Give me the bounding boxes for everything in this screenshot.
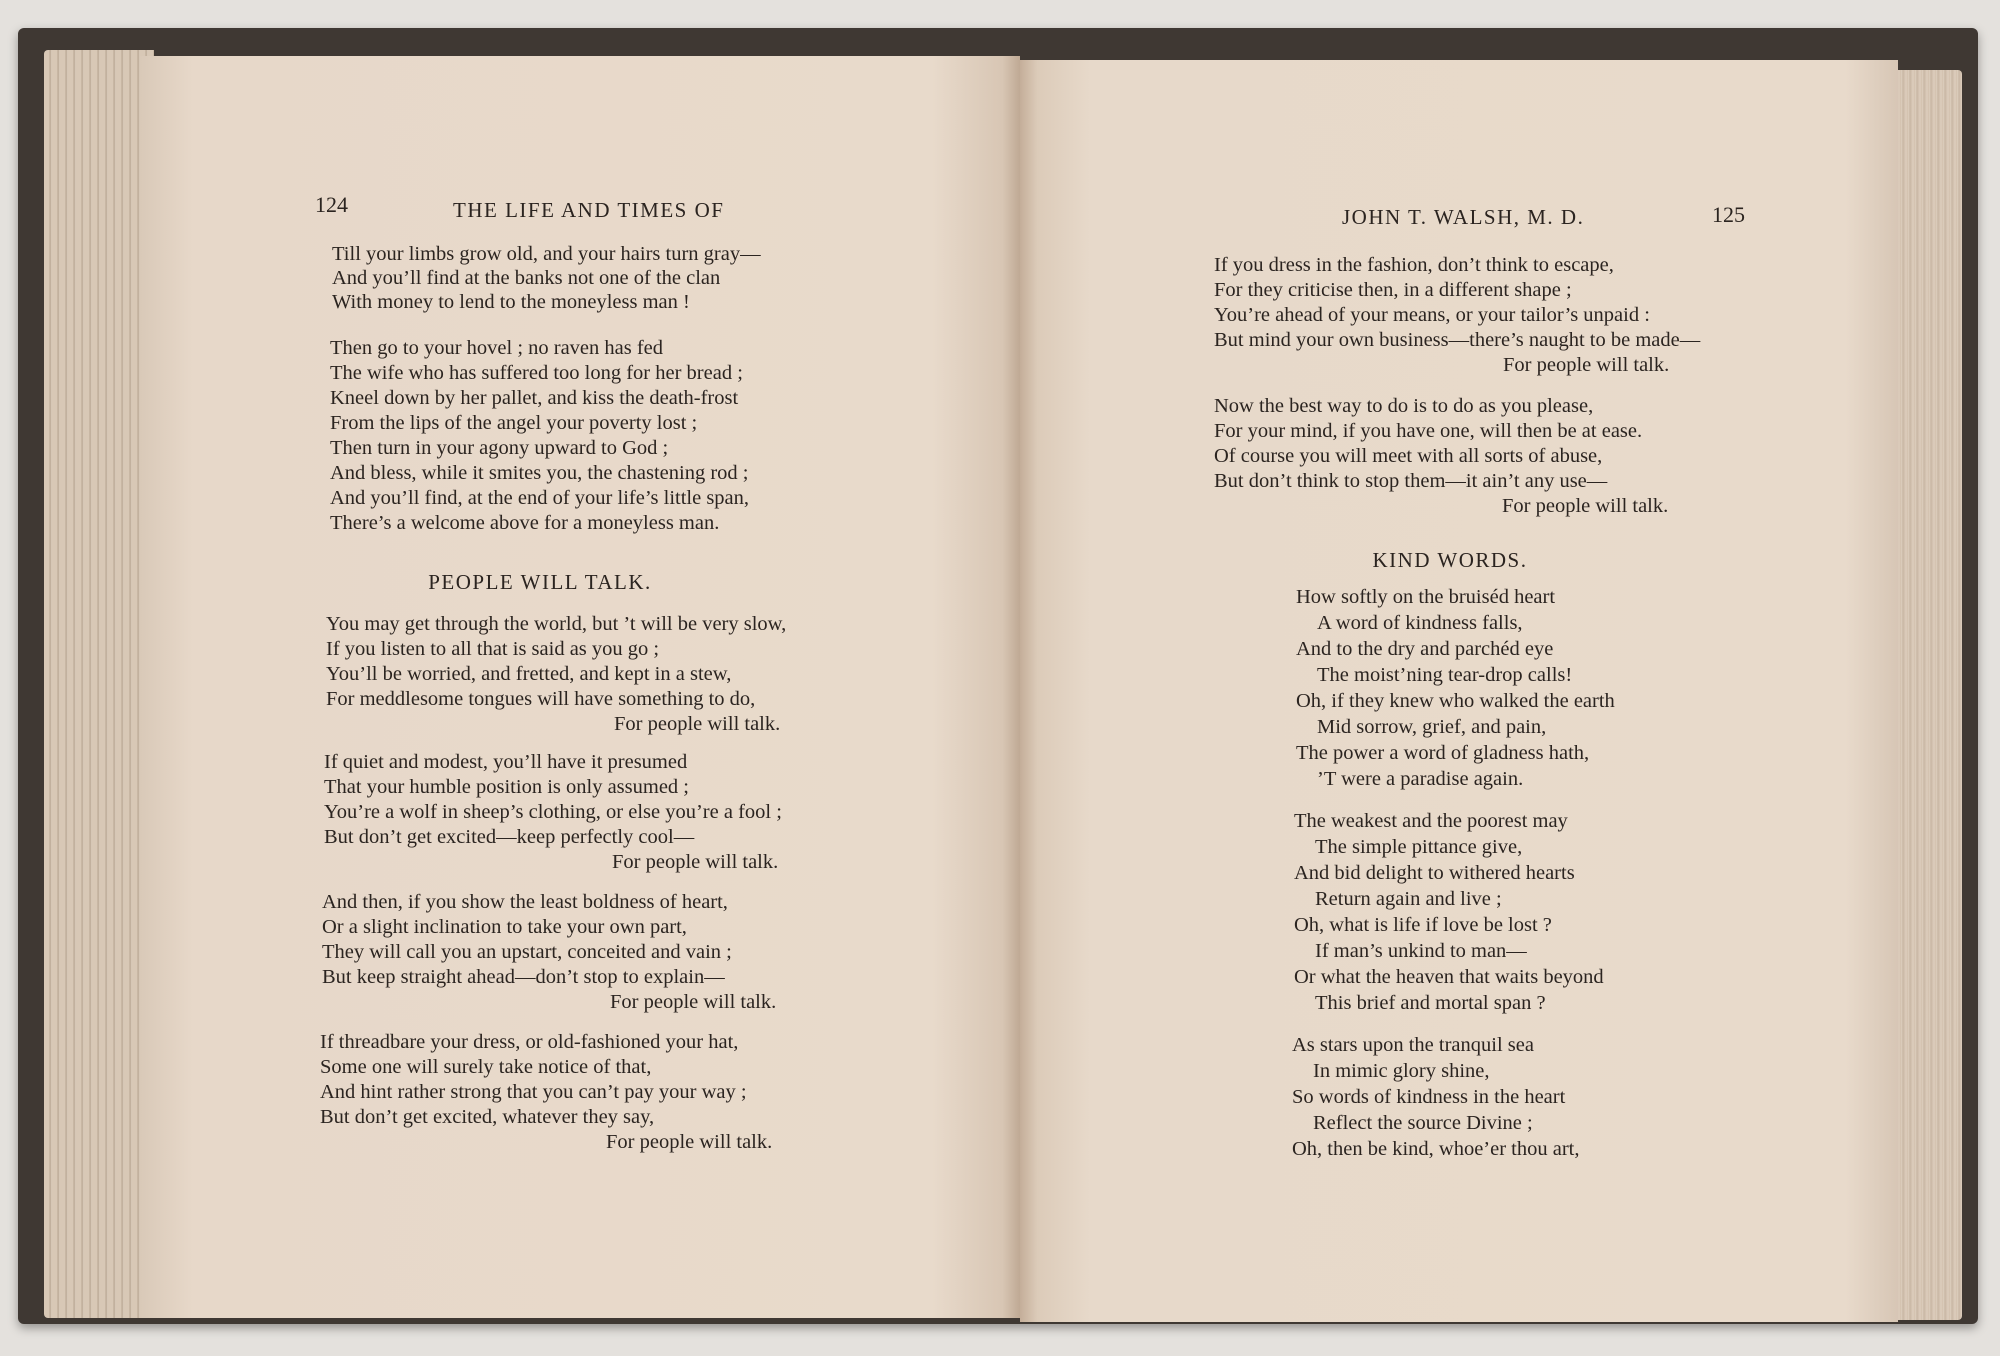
verse-line: And you’ll find at the banks not one of the clan — [332, 267, 721, 289]
verse-line: With money to lend to the moneyless man ! — [332, 291, 690, 313]
verse-line: But don’t think to stop them—it ain’t any use— — [1214, 470, 1608, 492]
verse-line: If you dress in the fashion, don’t think to escape, — [1214, 254, 1614, 276]
verse-line: The simple pittance give, — [1315, 836, 1523, 858]
left-page-number: 124 — [315, 192, 348, 217]
verse-line: Then turn in your agony upward to God ; — [330, 437, 669, 459]
verse-line: And bid delight to withered hearts — [1294, 862, 1575, 884]
verse-line: Some one will surely take notice of that, — [320, 1056, 652, 1078]
verse-line: If quiet and modest, you’ll have it presumed — [324, 751, 688, 773]
verse-line: For they criticise then, in a different shape ; — [1214, 279, 1572, 301]
refrain-line: For people will talk. — [612, 851, 779, 873]
verse-line: This brief and mortal span ? — [1315, 992, 1546, 1014]
verse-line: And you’ll find, at the end of your life’s little span, — [330, 487, 750, 509]
verse-line: So words of kindness in the heart — [1292, 1086, 1566, 1108]
verse-line: The moist’ning tear-drop calls! — [1317, 664, 1573, 686]
verse-line: You’re ahead of your means, or your tailor’s unpaid : — [1214, 304, 1650, 326]
verse-line: There’s a welcome above for a moneyless man. — [330, 512, 720, 534]
verse-line: If you listen to all that is said as you go ; — [326, 638, 660, 660]
verse-line: Oh, if they knew who walked the earth — [1296, 690, 1615, 712]
verse-line: The wife who has suffered too long for her bread ; — [330, 362, 743, 384]
verse-line: A word of kindness falls, — [1317, 612, 1523, 634]
left-running-head: THE LIFE AND TIMES OF — [453, 198, 725, 222]
verse-line: Return again and live ; — [1315, 888, 1502, 910]
verse-line: For your mind, if you have one, will then be at ease. — [1214, 420, 1643, 442]
verse-line: If man’s unkind to man— — [1315, 940, 1527, 962]
verse-line: How softly on the bruiséd heart — [1296, 586, 1556, 608]
verse-line: You’ll be worried, and fretted, and kept in a stew, — [326, 663, 732, 685]
poem-title-kind-words: KIND WORDS. — [1372, 548, 1528, 572]
refrain-line: For people will talk. — [606, 1131, 773, 1153]
verse-line: But mind your own business—there’s naught to be made— — [1214, 329, 1701, 351]
verse-line: But don’t get excited—keep perfectly cool— — [324, 826, 695, 848]
verse-line: Or what the heaven that waits beyond — [1294, 966, 1604, 988]
verse-line: If threadbare your dress, or old-fashioned your hat, — [320, 1031, 739, 1053]
verse-line: Of course you will meet with all sorts of abuse, — [1214, 445, 1603, 467]
verse-line: That your humble position is only assumed ; — [324, 776, 689, 798]
refrain-line: For people will talk. — [1502, 495, 1669, 517]
refrain-line: For people will talk. — [614, 713, 781, 735]
verse-line: Kneel down by her pallet, and kiss the death-frost — [330, 387, 739, 409]
verse-line: And bless, while it smites you, the chastening rod ; — [330, 462, 749, 484]
verse-line: For meddlesome tongues will have something to do, — [326, 688, 756, 710]
verse-line: Oh, what is life if love be lost ? — [1294, 914, 1552, 936]
verse-line: From the lips of the angel your poverty lost ; — [330, 412, 698, 434]
verse-line: In mimic glory shine, — [1313, 1060, 1490, 1082]
verse-line: As stars upon the tranquil sea — [1292, 1034, 1534, 1056]
verse-line: Reflect the source Divine ; — [1313, 1112, 1533, 1134]
verse-line: You’re a wolf in sheep’s clothing, or else you’re a fool ; — [324, 801, 782, 823]
left-page-edges — [44, 50, 154, 1318]
verse-line: And hint rather strong that you can’t pay your way ; — [320, 1081, 747, 1103]
verse-line: The power a word of gladness hath, — [1296, 742, 1590, 764]
verse-line: Then go to your hovel ; no raven has fed — [330, 337, 664, 359]
verse-line: ’T were a paradise again. — [1317, 768, 1524, 790]
verse-line: They will call you an upstart, conceited and vain ; — [322, 941, 732, 963]
left-page — [140, 56, 1020, 1318]
verse-line: But keep straight ahead—don’t stop to explain— — [322, 966, 725, 988]
right-running-head: JOHN T. WALSH, M. D. — [1342, 205, 1585, 229]
verse-line: The weakest and the poorest may — [1294, 810, 1568, 832]
verse-line: You may get through the world, but ’t will be very slow, — [326, 613, 787, 635]
verse-line: Or a slight inclination to take your own part, — [322, 916, 687, 938]
right-page-number: 125 — [1712, 202, 1745, 227]
right-page — [1020, 60, 1898, 1322]
refrain-line: For people will talk. — [1503, 354, 1670, 376]
verse-line: And then, if you show the least boldness of heart, — [322, 891, 728, 913]
verse-line: And to the dry and parchéd eye — [1296, 638, 1554, 660]
refrain-line: For people will talk. — [610, 991, 777, 1013]
verse-line: Now the best way to do is to do as you please, — [1214, 395, 1594, 417]
poem-title-people-will-talk: PEOPLE WILL TALK. — [428, 570, 652, 594]
verse-line: Mid sorrow, grief, and pain, — [1317, 716, 1547, 738]
verse-line: Till your limbs grow old, and your hairs turn gray— — [332, 243, 761, 265]
verse-line: Oh, then be kind, whoe’er thou art, — [1292, 1138, 1580, 1160]
verse-line: But don’t get excited, whatever they say, — [320, 1106, 655, 1128]
